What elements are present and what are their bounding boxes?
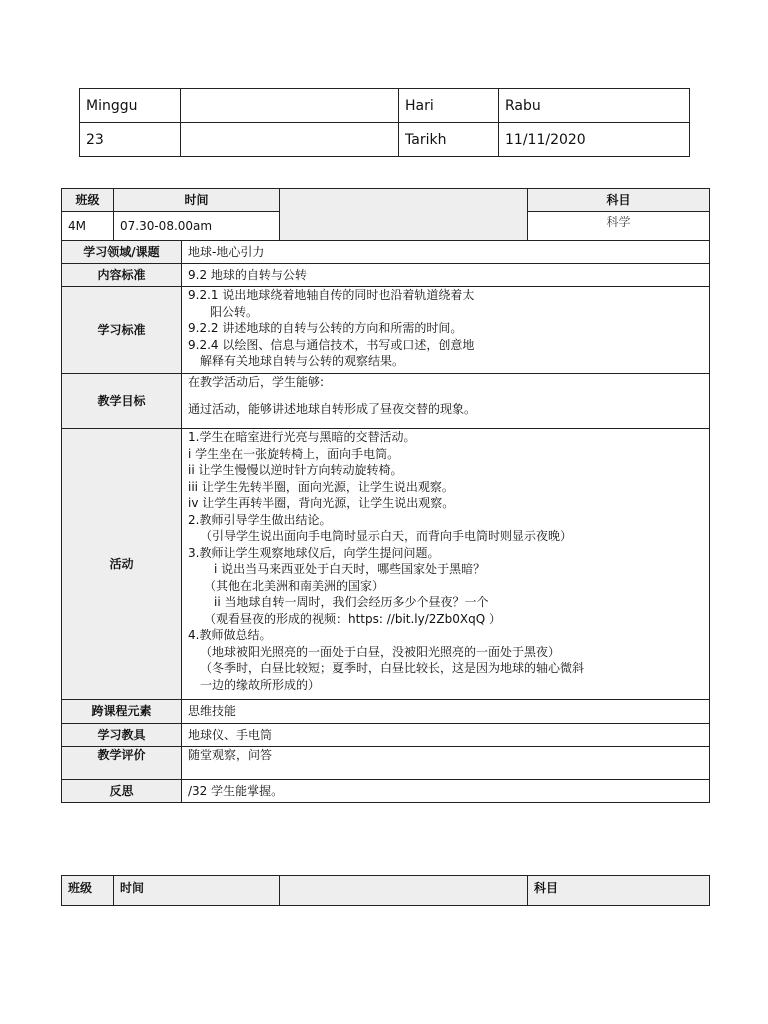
activity-line: 4.教师做总结。 — [188, 628, 272, 642]
activity-line: （地球被阳光照亮的一面处于白昼，没被阳光照亮的一面处于黑夜） — [200, 644, 561, 659]
footer-blank-cell — [280, 876, 528, 906]
standard-line: 阳公转。 — [210, 304, 259, 319]
assessment-value: 随堂观察，问答 — [182, 747, 710, 780]
time-label: 时间 — [114, 189, 280, 212]
standard-line: 9.2.2 讲述地球的自转与公转的方向和所需的时间。 — [188, 321, 463, 335]
next-lesson-header-row — [62, 876, 710, 906]
content-standard-value: 9.2 地球的自转与公转 — [182, 264, 710, 287]
class-label: 班级 — [62, 189, 114, 212]
minggu-blank-cell — [181, 89, 399, 123]
hari-value: Rabu — [499, 89, 690, 123]
week-row — [80, 89, 690, 123]
objective-value — [182, 374, 710, 429]
cross-curricular-value: 思维技能 — [182, 700, 710, 724]
assessment-label: 教学评价 — [62, 747, 182, 780]
topic-label: 学习领域/课题 — [62, 241, 182, 264]
content-standard-row — [62, 264, 710, 287]
date-row — [80, 123, 690, 157]
activity-line: （观看昼夜的形成的视频：https: //bit.ly/2Zb0XqQ ） — [204, 611, 501, 626]
time-value: 07.30-08.00am — [114, 212, 280, 241]
objective-label: 教学目标 — [62, 374, 182, 429]
hari-label: Hari — [399, 89, 499, 123]
activity-line: 2.教师引导学生做出结论。 — [188, 512, 332, 527]
learning-standard-value — [182, 287, 710, 374]
learning-standard-label: 学习标准 — [62, 287, 182, 374]
reflection-value: /32 学生能掌握。 — [182, 780, 710, 803]
assessment-row — [62, 747, 710, 780]
learning-standard-row — [62, 287, 710, 374]
footer-subject-label: 科目 — [528, 876, 710, 906]
content-standard-label: 内容标准 — [62, 264, 182, 287]
activity-line: iv 让学生再转半圈，背向光源，让学生说出观察。 — [188, 496, 455, 510]
activity-line: ii 当地球自转一周时，我们会经历多少个昼夜？一个 — [214, 595, 489, 609]
tarikh-value: 11/11/2020 — [499, 123, 690, 157]
next-lesson-header-table — [61, 875, 710, 906]
cross-curricular-label: 跨课程元素 — [62, 700, 182, 724]
activity-line: i 学生坐在一张旋转椅上，面向手电筒。 — [188, 446, 400, 461]
footer-time-label: 时间 — [114, 876, 280, 906]
standard-line: 解释有关地球自转与公转的观察结果。 — [200, 354, 405, 368]
lesson-plan-table — [61, 188, 710, 803]
subject-label: 科目 — [528, 189, 710, 212]
activity-line: 一边的缘故所形成的） — [200, 677, 321, 692]
objective-line: 在教学活动后，学生能够: — [188, 375, 325, 389]
activity-line: （其他在北美洲和南美洲的国家） — [204, 578, 385, 593]
activity-line: i 说出当马来西亚处于白天时，哪些国家处于黑暗？ — [214, 562, 486, 576]
week-info-table — [79, 88, 690, 157]
activity-value — [182, 429, 710, 700]
topic-row — [62, 241, 710, 264]
tarikh-label: Tarikh — [399, 123, 499, 157]
footer-class-label: 班级 — [62, 876, 114, 906]
subject-value: 科学 — [528, 212, 710, 241]
objective-row — [62, 374, 710, 429]
teaching-aids-row — [62, 724, 710, 747]
objective-line: 通过活动，能够讲述地球自转形成了昼夜交替的现象。 — [188, 401, 477, 416]
blank-header-cell — [280, 189, 528, 241]
topic-value: 地球-地心引力 — [182, 241, 710, 264]
activity-label: 活动 — [62, 429, 182, 700]
activity-line: iii 让学生先转半圈，面向光源，让学生说出观察。 — [188, 479, 454, 494]
standard-line: 9.2.4 以绘图、信息与通信技术，书写或口述，创意地 — [188, 337, 475, 352]
teaching-aids-label: 学习教具 — [62, 724, 182, 747]
reflection-label: 反思 — [62, 780, 182, 803]
activity-line: ii 让学生慢慢以逆时针方向转动旋转椅。 — [188, 463, 403, 477]
week-blank-cell — [181, 123, 399, 157]
activity-line: 1.学生在暗室进行光亮与黑暗的交替活动。 — [188, 430, 416, 444]
class-header-row — [62, 189, 710, 212]
reflection-row — [62, 780, 710, 803]
minggu-label: Minggu — [80, 89, 181, 123]
minggu-value: 23 — [80, 123, 181, 157]
activity-line: （引导学生说出面向手电筒时显示白天，而背向手电筒时则显示夜晚） — [200, 529, 573, 543]
cross-curricular-row — [62, 700, 710, 724]
class-value: 4M — [62, 212, 114, 241]
activity-line: （冬季时，白昼比较短；夏季时，白昼比较长，这是因为地球的轴心微斜 — [200, 661, 585, 675]
teaching-aids-value: 地球仪、手电筒 — [182, 724, 710, 747]
activity-row — [62, 429, 710, 700]
standard-line: 9.2.1 说出地球绕着地轴自传的同时也沿着轨道绕着太 — [188, 288, 475, 302]
activity-line: 3.教师让学生观察地球仪后，向学生提问问题。 — [188, 545, 440, 560]
